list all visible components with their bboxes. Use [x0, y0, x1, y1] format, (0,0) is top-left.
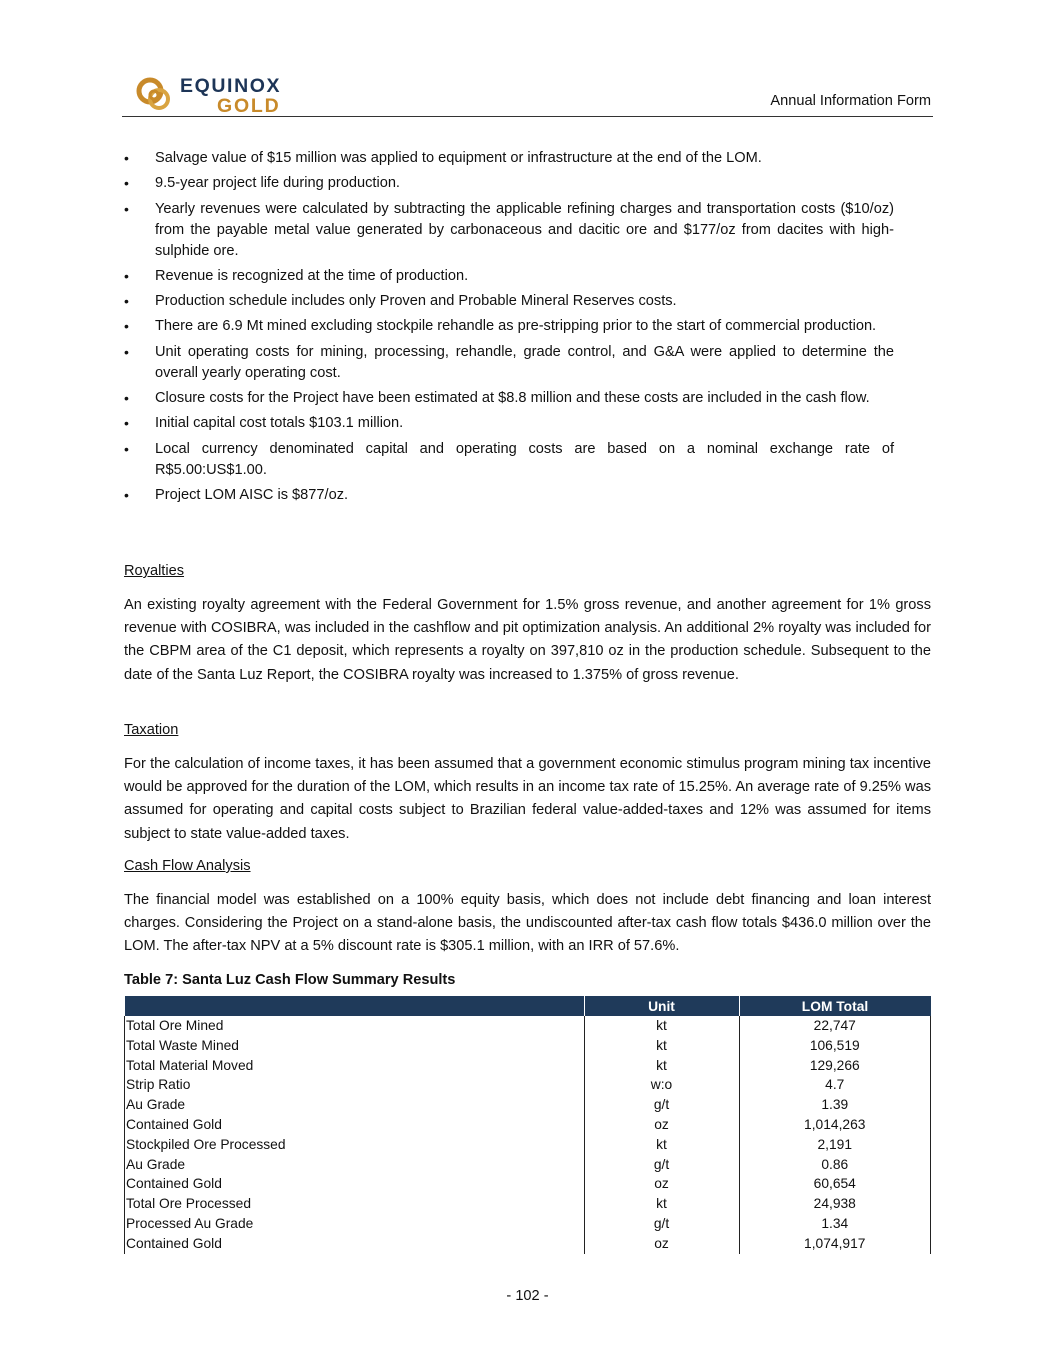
- row-label: Stockpiled Ore Processed: [125, 1135, 585, 1155]
- table-row: [125, 1155, 931, 1175]
- logo-rings-icon: [134, 73, 176, 115]
- row-value: 106,519: [739, 1036, 931, 1056]
- row-value: 60,654: [739, 1174, 931, 1194]
- row-value: 0.86: [739, 1155, 931, 1175]
- list-item: • Local currency denominated capital and operating costs are based on a nominal exchange rate of R$5.00:US$1.00.: [124, 440, 894, 478]
- table-row: [125, 1095, 931, 1115]
- list-item: • Closure costs for the Project have been estimated at $8.8 million and these costs are included in the cash flow.: [124, 388, 894, 409]
- row-value: 24,938: [739, 1194, 931, 1214]
- row-label: Processed Au Grade: [125, 1214, 585, 1234]
- table-header-cell: Unit: [584, 996, 739, 1016]
- row-label: Contained Gold: [125, 1174, 585, 1194]
- table-row: [125, 1234, 931, 1254]
- row-unit: oz: [584, 1115, 739, 1135]
- list-item: • Production schedule includes only Proven and Probable Mineral Reserves costs.: [124, 291, 894, 312]
- taxation-paragraph: For the calculation of income taxes, it has been assumed that a government economic stimulus program mining tax incentive would be approved for the duration of the LOM, which results in an income tax rate of 15.25%. An average rate of 9.25% was assumed for operating and capital costs subject to Brazilian federal value-added-taxes and 12% was assumed for items subject to state value-added taxes.: [124, 756, 931, 842]
- row-label: Contained Gold: [125, 1234, 585, 1254]
- row-value: 1,014,263: [739, 1115, 931, 1135]
- list-item: • There are 6.9 Mt mined excluding stockpile rehandle as pre-stripping prior to the start of commercial production.: [124, 316, 894, 337]
- row-value: 1.39: [739, 1095, 931, 1115]
- assumptions-bullet-list: [124, 148, 894, 510]
- row-value: 4.7: [739, 1075, 931, 1095]
- cash-flow-summary-table: [124, 996, 931, 1254]
- bullet-icon: •: [124, 440, 129, 457]
- row-unit: kt: [584, 1036, 739, 1056]
- bullet-icon: •: [124, 343, 129, 360]
- list-item: • 9.5-year project life during production.: [124, 173, 894, 194]
- table-row: [125, 1115, 931, 1135]
- row-label: Total Ore Processed: [125, 1194, 585, 1214]
- table-header-cell: [125, 996, 585, 1016]
- list-item: • Project LOM AISC is $877/oz.: [124, 485, 894, 506]
- page-number: - 102 -: [506, 1288, 549, 1304]
- row-unit: kt: [584, 1194, 739, 1214]
- bullet-icon: •: [124, 293, 129, 310]
- bullet-icon: •: [124, 267, 129, 284]
- bullet-icon: •: [124, 318, 129, 335]
- row-unit: oz: [584, 1234, 739, 1254]
- bullet-icon: •: [124, 150, 129, 166]
- royalties-heading: Royalties: [124, 563, 185, 579]
- bullet-icon: •: [124, 390, 129, 407]
- row-unit: g/t: [584, 1095, 739, 1115]
- row-unit: w:o: [584, 1075, 739, 1095]
- taxation-heading: Taxation: [124, 722, 179, 738]
- list-item: • Initial capital cost totals $103.1 million.: [124, 413, 894, 434]
- table-row: [125, 1056, 931, 1076]
- row-value: 129,266: [739, 1056, 931, 1076]
- list-item: • Unit operating costs for mining, processing, rehandle, grade control, and G&A were applied to determine the overall yearly operating cost.: [124, 343, 894, 381]
- bullet-icon: •: [124, 486, 129, 503]
- document-title: Annual Information Form: [770, 93, 931, 109]
- row-value: 22,747: [739, 1016, 931, 1036]
- table-header-row: [125, 996, 931, 1016]
- table-row: [125, 1075, 931, 1095]
- table-row: [125, 1214, 931, 1234]
- list-item: • Revenue is recognized at the time of production.: [124, 266, 894, 287]
- logo-wordmark-equinox: EQUINOX: [180, 75, 282, 97]
- bullet-icon: •: [124, 175, 129, 192]
- row-label: Strip Ratio: [125, 1075, 585, 1095]
- row-label: Au Grade: [125, 1155, 585, 1175]
- row-value: 2,191: [739, 1135, 931, 1155]
- row-label: Total Waste Mined: [125, 1036, 585, 1056]
- row-label: Contained Gold: [125, 1115, 585, 1135]
- row-unit: g/t: [584, 1155, 739, 1175]
- table-row: [125, 1016, 931, 1036]
- table-title: Table 7: Santa Luz Cash Flow Summary Results: [124, 972, 456, 988]
- bullet-icon: •: [124, 415, 129, 432]
- row-value: 1,074,917: [739, 1234, 931, 1254]
- list-item: • Yearly revenues were calculated by subtracting the applicable refining charges and transportation costs ($10/oz) from the payable metal value generated by carbonaceous and dacitic ore and $177/oz from dacites with high-sulphide ore.: [124, 200, 894, 259]
- table-row: [125, 1194, 931, 1214]
- row-unit: kt: [584, 1016, 739, 1036]
- row-label: Total Ore Mined: [125, 1016, 585, 1036]
- row-unit: kt: [584, 1056, 739, 1076]
- row-unit: g/t: [584, 1214, 739, 1234]
- table-row: [125, 1174, 931, 1194]
- cash-flow-paragraph: The financial model was established on a 100% equity basis, which does not include debt financing and loan interest charges. Considering the Project on a stand-alone basis, the undiscounted after-tax cash flow totals $436.0 million over the LOM. The after-tax NPV at a 5% discount rate is $305.1 million, with an IRR of 57.6%.: [124, 892, 931, 955]
- royalties-paragraph: An existing royalty agreement with the Federal Government for 1.5% gross revenue, and another agreement for 1% gross revenue with COSIBRA, was included in the cashflow and pit optimization analysis. An additional 2% royalty was included for the CBPM area of the C1 deposit, which represents a royalty on 397,810 oz in the production schedule. Subsequent to the date of the Santa Luz Report, the COSIBRA royalty was increased to 1.375% of gross revenue.: [124, 597, 931, 683]
- row-unit: oz: [584, 1174, 739, 1194]
- bullet-icon: •: [124, 200, 129, 217]
- table-header-cell: LOM Total: [739, 996, 931, 1016]
- cash-flow-analysis-heading: Cash Flow Analysis: [124, 858, 251, 874]
- row-unit: kt: [584, 1135, 739, 1155]
- page-header: [122, 66, 933, 117]
- table-row: [125, 1135, 931, 1155]
- list-item: • Salvage value of $15 million was applied to equipment or infrastructure at the end of the LOM.: [124, 148, 894, 169]
- row-label: Total Material Moved: [125, 1056, 585, 1076]
- row-value: 1.34: [739, 1214, 931, 1234]
- row-label: Au Grade: [125, 1095, 585, 1115]
- logo-wordmark-gold: GOLD: [217, 95, 281, 117]
- table-row: [125, 1036, 931, 1056]
